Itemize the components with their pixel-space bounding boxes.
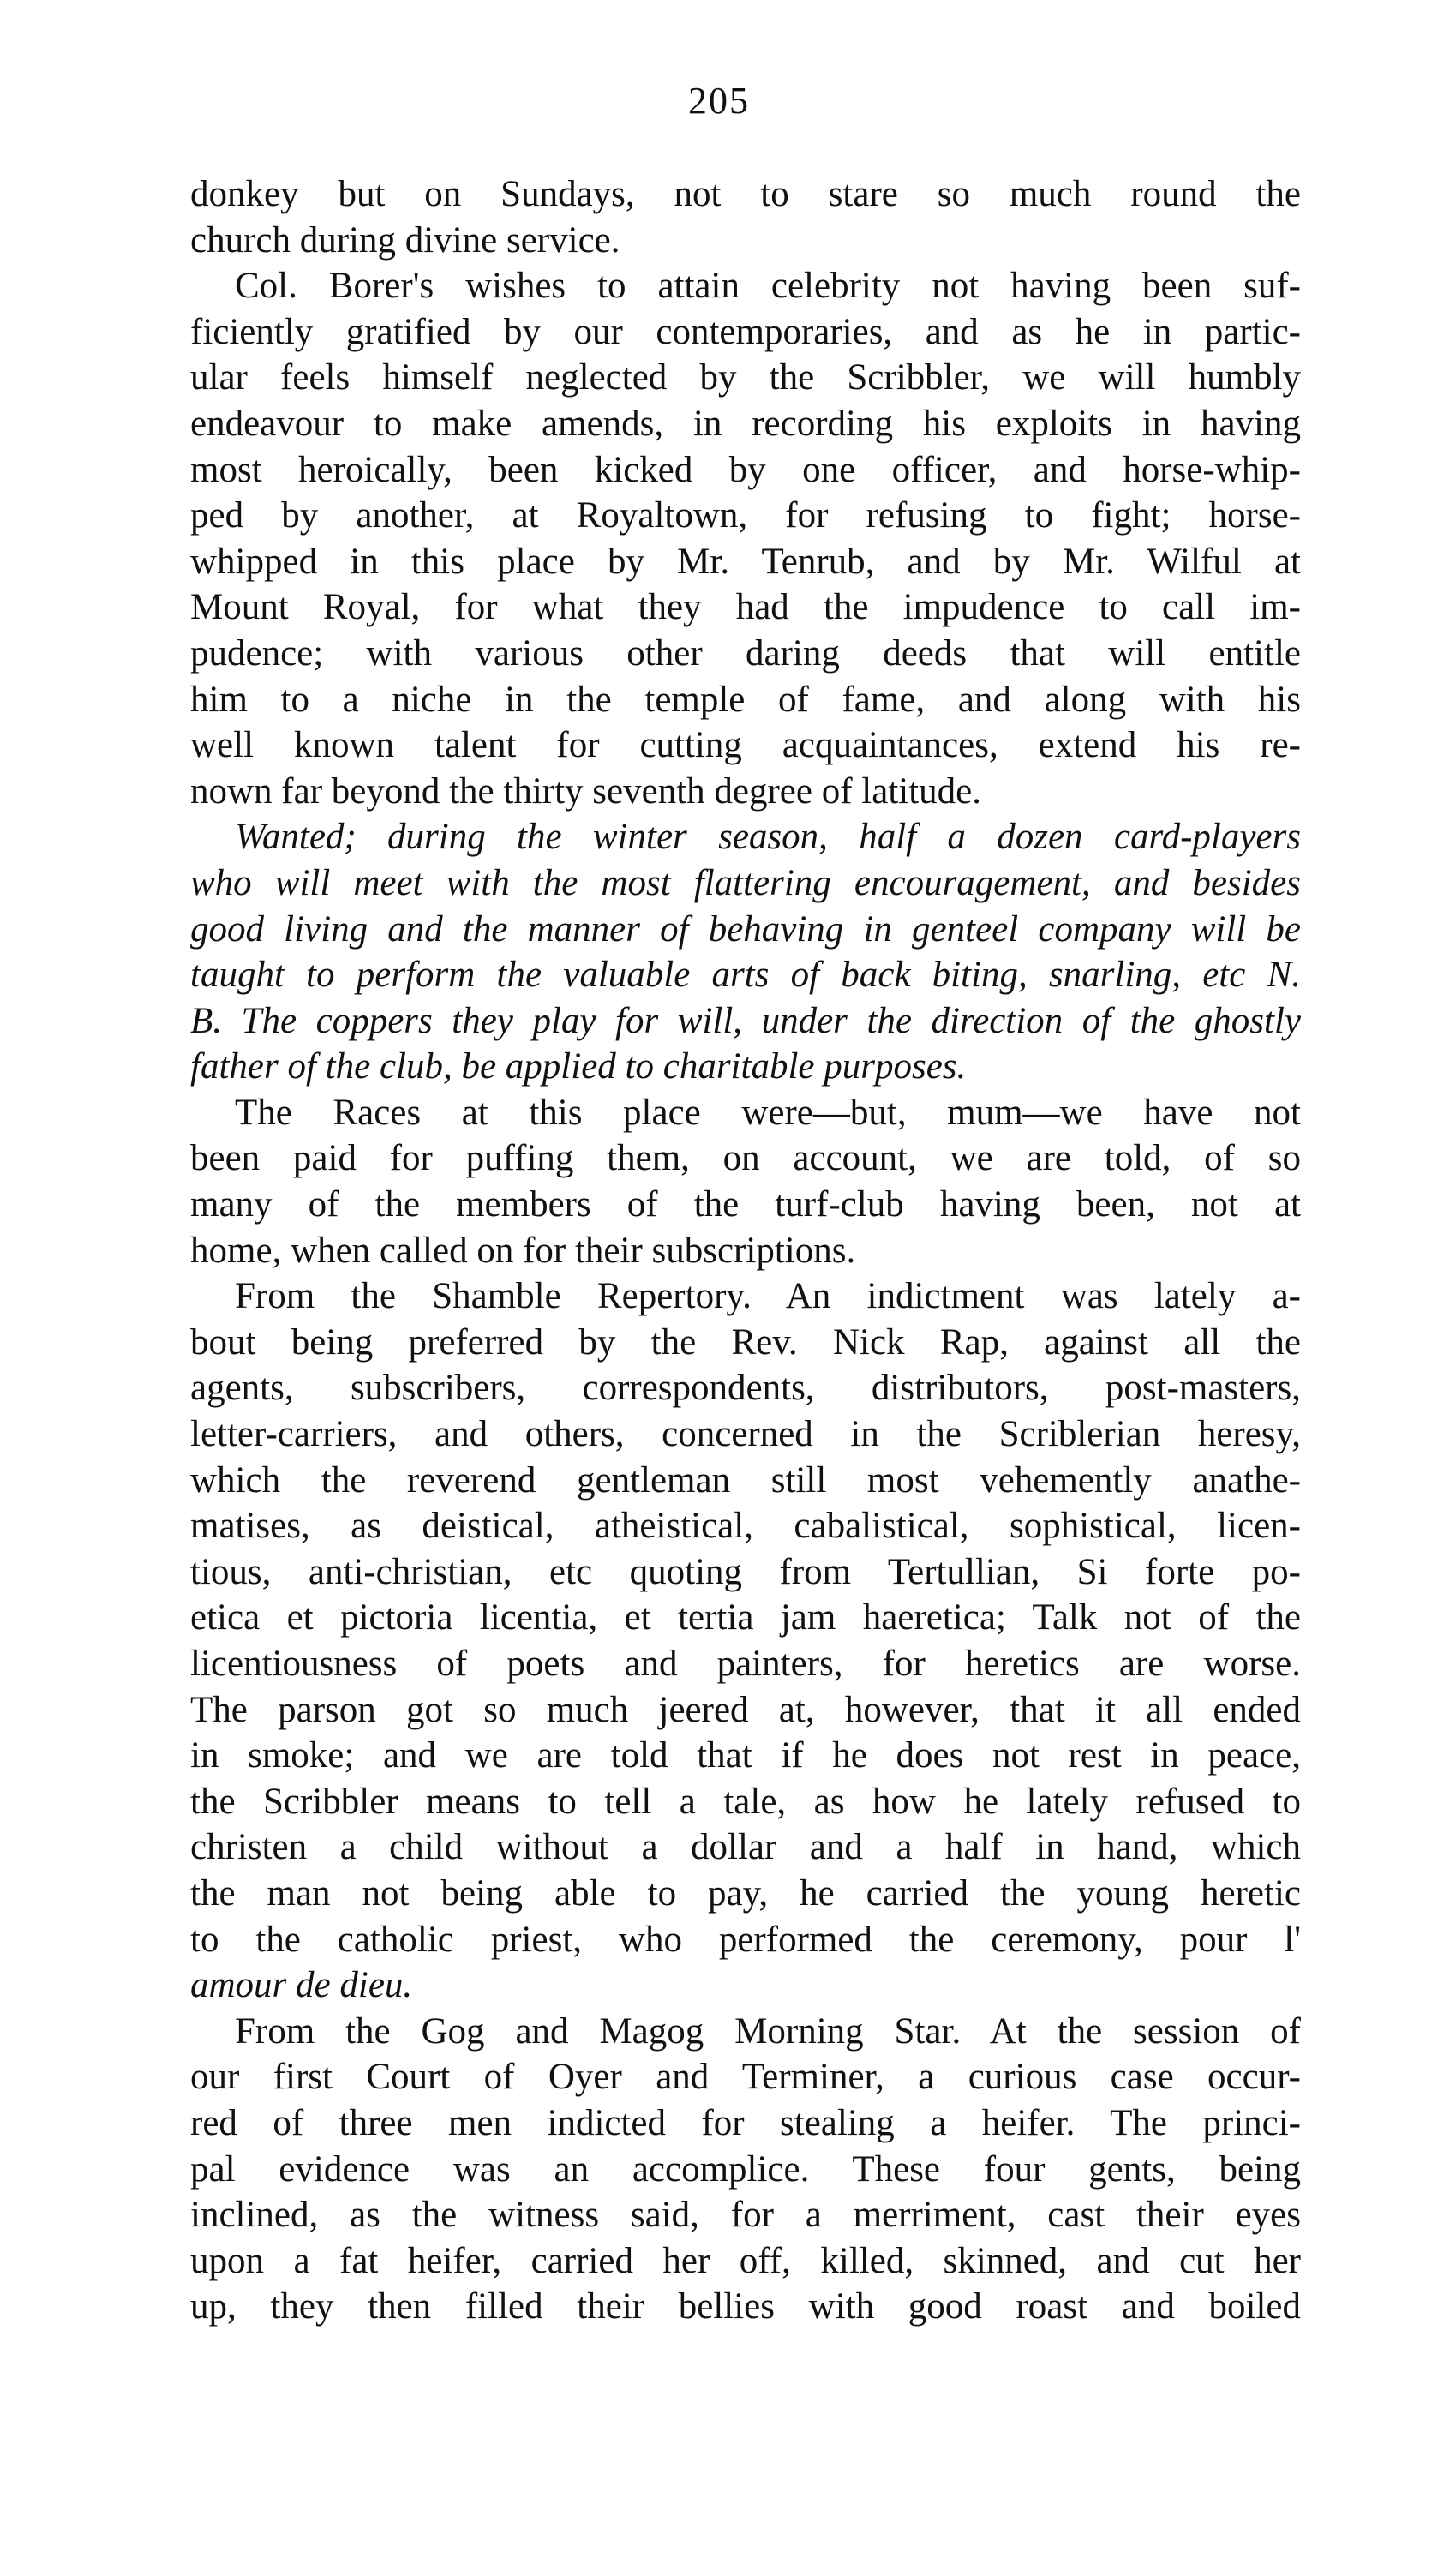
text-line: From the Gog and Magog Morning Star. At the session of — [235, 2010, 1301, 2052]
text-line: ped by another, at Royaltown, for refusing to fight; horse- — [190, 495, 1301, 536]
text-line: inclined, as the witness said, for a merriment, cast their eyes — [190, 2195, 1301, 2236]
text-line: ular feels himself neglected by the Scribbler, we will humbly — [190, 357, 1301, 398]
text-line: ficiently gratified by our contemporaries, and as he in partic- — [190, 311, 1301, 352]
text-line: most heroically, been kicked by one officer, and horse-whip- — [190, 449, 1301, 490]
text-line: well known talent for cutting acquaintances, extend his re- — [190, 725, 1301, 766]
text-line: in smoke; and we are told that if he does not rest in peace, — [190, 1735, 1301, 1776]
text-line: B. The coppers they play for will, under the direction of the ghostly — [190, 1000, 1301, 1041]
page-number: 205 — [688, 80, 750, 122]
text-line: the man not being able to pay, he carried the young heretic — [190, 1872, 1301, 1914]
text-line: good living and the manner of behaving in genteel company will be — [190, 908, 1301, 950]
body-text — [190, 171, 1301, 2330]
text-line: taught to perform the valuable arts of back biting, snarling, etc N. — [190, 955, 1301, 996]
text-line: pal evidence was an accomplice. These four gents, being — [190, 2148, 1301, 2190]
text-line: church during divine service. — [190, 219, 620, 261]
text-line: him to a niche in the temple of fame, and along with his — [190, 679, 1301, 720]
text-line: christen a child without a dollar and a half in hand, which — [190, 1827, 1301, 1868]
text-line: agents, subscribers, correspondents, distributors, post-masters, — [190, 1368, 1301, 1409]
text-line: to the catholic priest, who performed the ceremony, pour l' — [190, 1919, 1301, 1960]
text-line: pudence; with various other daring deeds that will entitle — [190, 632, 1301, 674]
text-line: who will meet with the most flattering encouragement, and besides — [190, 862, 1301, 903]
text-line: many of the members of the turf-club having been, not at — [190, 1184, 1301, 1225]
text-line: upon a fat heifer, carried her off, killed, skinned, and cut her — [190, 2240, 1301, 2281]
text-line: amour de dieu. — [190, 1965, 413, 2006]
text-line: licentiousness of poets and painters, for heretics are worse. — [190, 1644, 1301, 1684]
text-line: The parson got so much jeered at, however, that it all ended — [190, 1689, 1301, 1730]
text-line: up, they then filled their bellies with good roast and boiled — [190, 2286, 1301, 2327]
text-line: endeavour to make amends, in recording his exploits in having — [190, 403, 1301, 444]
text-line: bout being preferred by the Rev. Nick Rap, against all the — [190, 1321, 1301, 1363]
text-line: father of the club, be applied to charitable purposes. — [190, 1046, 967, 1087]
text-line: tious, anti-christian, etc quoting from Tertullian, Si forte po- — [190, 1551, 1301, 1592]
text-line: donkey but on Sundays, not to stare so much round the — [190, 174, 1301, 214]
text-line: matises, as deistical, atheistical, cabalistical, sophistical, licen- — [190, 1506, 1301, 1547]
text-line: our first Court of Oyer and Terminer, a curious case occur- — [190, 2057, 1301, 2098]
text-line: From the Shamble Repertory. An indictment was lately a- — [235, 1276, 1301, 1317]
text-line: which the reverend gentleman still most vehemently anathe- — [190, 1459, 1301, 1501]
text-line: Wanted; during the winter season, half a dozen card-players — [235, 817, 1301, 858]
text-line: etica et pictoria licentia, et tertia jam haeretica; Talk not of the — [190, 1597, 1301, 1638]
text-line: whipped in this place by Mr. Tenrub, and by Mr. Wilful at — [190, 541, 1301, 582]
text-line: The Races at this place were—but, mum—we have not — [235, 1092, 1301, 1133]
text-line: home, when called on for their subscriptions. — [190, 1230, 856, 1271]
text-line: letter-carriers, and others, concerned in the Scriblerian heresy, — [190, 1414, 1301, 1455]
text-line: been paid for puffing them, on account, we are told, of so — [190, 1138, 1301, 1179]
text-line: Mount Royal, for what they had the impudence to call im- — [190, 587, 1301, 628]
text-line: Col. Borer's wishes to attain celebrity not having been suf- — [235, 266, 1301, 307]
text-line: red of three men indicted for stealing a heifer. The princi- — [190, 2102, 1301, 2143]
text-line: the Scribbler means to tell a tale, as how he lately refused to — [190, 1781, 1301, 1822]
text-line: nown far beyond the thirty seventh degree of latitude. — [190, 770, 982, 812]
